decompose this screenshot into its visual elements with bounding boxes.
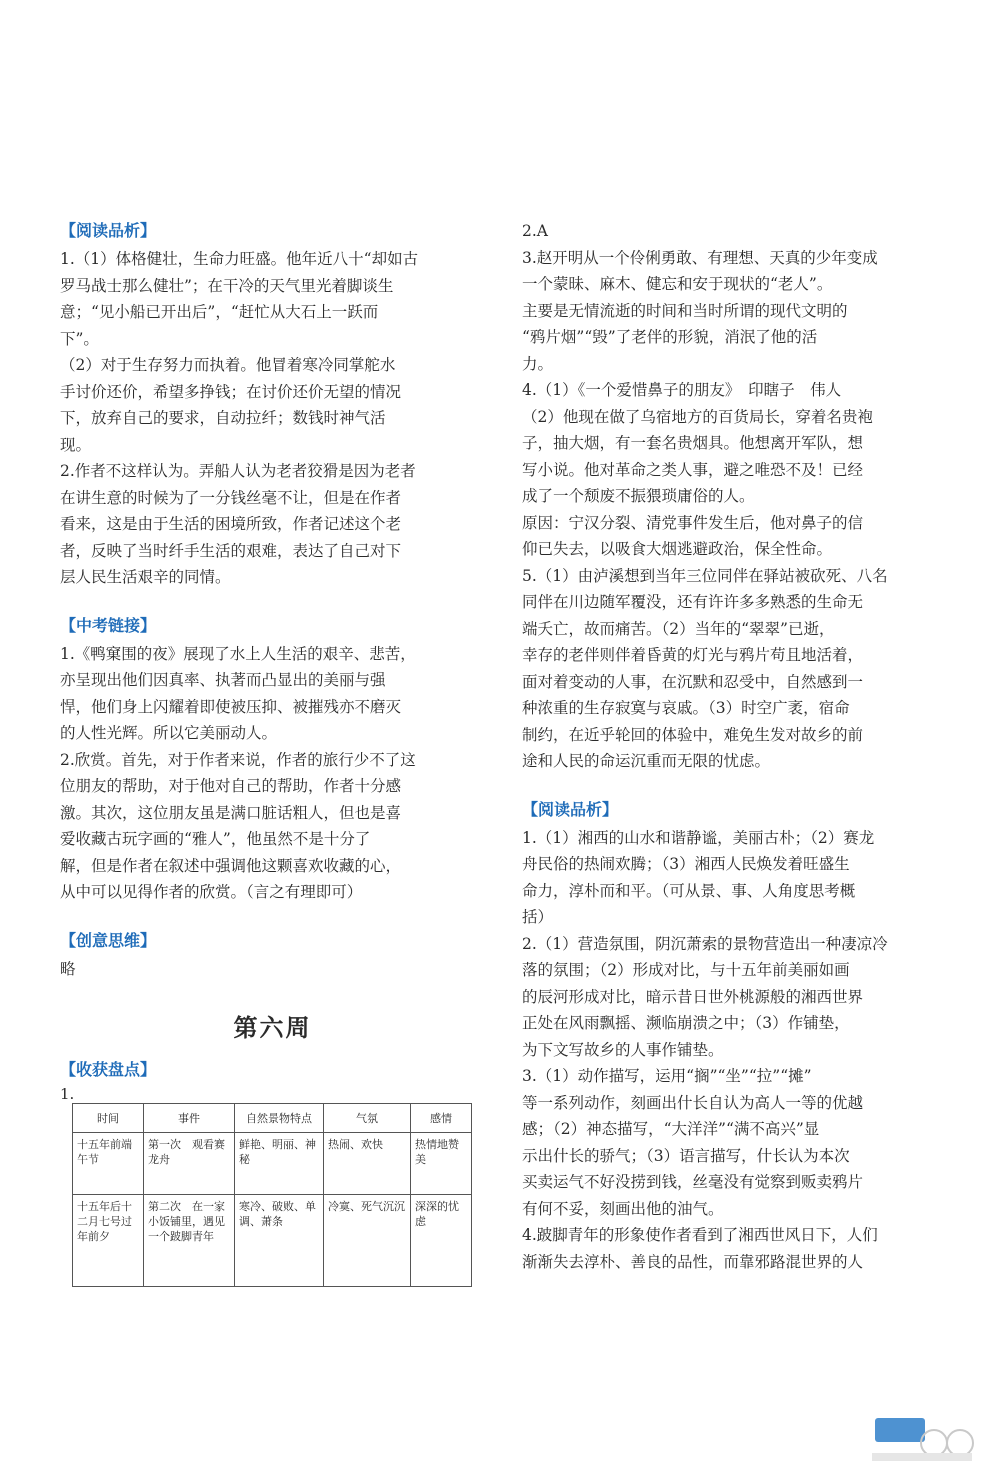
text-line: 3.赵开明从一个伶俐勇敢、有理想、天真的少年变成 (522, 248, 878, 267)
item-number: 1. (60, 1085, 75, 1103)
text-line: （2）他现在做了乌宿地方的百货局长，穿着名贵袍 (522, 407, 873, 426)
text-line: 子，抽大烟，有一套名贵烟具。他想离开军队，想 (522, 434, 864, 452)
text-line: 命力，淳朴而和平。（可从景、事、人角度思考概 (522, 881, 856, 900)
text-line: 括） (522, 908, 554, 926)
text-line: （2）对于生存努力而执着。他冒着寒冷同掌舵水 (60, 356, 396, 374)
text-line: 的人性光辉。所以它美丽动人。 (60, 724, 278, 742)
text-line: 的辰河形成对比，暗示昔日世外桃源般的湘西世界 (522, 987, 864, 1006)
table-cell: 深深的忧虑 (411, 1195, 472, 1287)
text-line: 层人民生活艰辛的同情。 (60, 568, 231, 586)
section-body (60, 641, 485, 906)
text-line: 意；“见小船已开出后”，“赶忙从大石上一跃而 (60, 303, 379, 321)
table-cell: 十五年前端午节 (73, 1133, 144, 1195)
text-line: 下”。 (60, 329, 99, 348)
section-heading: 【阅读品析】 (522, 799, 619, 819)
text-line: 制约，在近乎轮回的体验中，难免生发对故乡的前 (522, 725, 864, 744)
section-body (60, 956, 485, 983)
text-line: 5.（1）由泸溪想到当年三位同伴在驿站被砍死、八名 (522, 566, 888, 585)
text-line: 4.跛脚青年的形象使作者看到了湘西世风日下，人们 (522, 1226, 878, 1244)
text-line: 悍，他们身上闪耀着即使被压抑、被摧残亦不磨灭 (60, 697, 402, 716)
text-line: 2.作者不这样认为。弄船人认为老者狡猾是因为老者 (60, 462, 416, 480)
text-line: 正处在风雨飘摇、濒临崩溃之中；（3）作铺垫， (522, 1014, 850, 1032)
text-line: 舟民俗的热闹欢腾；（3）湘西人民焕发着旺盛生 (522, 855, 850, 873)
left-column (60, 218, 485, 1287)
table-header-row (73, 1104, 472, 1133)
text-line: 种浓重的生存寂寞与哀戚。（3）时空广袤，宿命 (522, 699, 850, 717)
text-line: 渐渐失去淳朴、善良的品性，而靠邪路混世界的人 (522, 1252, 864, 1271)
text-line: 有何不妥，刻画出他的油气。 (522, 1199, 724, 1218)
table-cell: 热闹、欢快 (324, 1133, 411, 1195)
section-body (60, 246, 485, 591)
text-line: 感；（2）神态描写，“大洋洋”“满不高兴”显 (522, 1120, 820, 1138)
section-heading: 【收获盘点】 (60, 1060, 157, 1079)
text-line: 示出什长的骄气；（3）语言描写，什长认为本次 (522, 1146, 850, 1165)
table-row (73, 1133, 472, 1195)
text-line: 从中可以见得作者的欣赏。（言之有理即可） (60, 883, 363, 901)
text-line: 买卖运气不好没捞到钱，丝毫没有觉察到贩卖鸦片 (522, 1173, 864, 1191)
table-header-cell: 感情 (411, 1104, 472, 1133)
section-body (522, 218, 942, 775)
table-header-cell: 事件 (144, 1104, 235, 1133)
text-line: 罗马战士那么健壮”；在干冷的天气里光着脚谈生 (60, 276, 394, 295)
text-line: 力。 (522, 354, 554, 373)
text-line: 手讨价还价，希望多挣钱；在讨价还价无望的情况 (60, 382, 402, 401)
text-line: 看来，这是由于生活的困境所致，作者记述这个老 (60, 515, 402, 533)
text-line: 3.（1）动作描写，运用“搁”“坐”“拉”“摊” (522, 1067, 812, 1085)
section-heading: 【创意思维】 (60, 930, 157, 950)
section-heading: 【中考链接】 (60, 615, 157, 635)
text-line: 略 (60, 959, 76, 978)
table-row (73, 1195, 472, 1287)
table-cell: 热情地赞美 (411, 1133, 472, 1195)
text-line: 等一系列动作，刻画出什长自认为高人一等的优越 (522, 1093, 864, 1112)
table-header-cell: 自然景物特点 (235, 1104, 324, 1133)
text-line: 主要是无情流逝的时间和当时所谓的现代文明的 (522, 301, 848, 320)
text-line: 为下文写故乡的人事作铺垫。 (522, 1040, 724, 1059)
text-line: 位朋友的帮助，对于他对自己的帮助，作者十分感 (60, 777, 402, 795)
text-line: “鸦片烟”“毁”了老伴的形貌，消泯了他的活 (522, 328, 818, 346)
right-column (522, 218, 942, 1275)
text-line: 下，放弃自己的要求，自动拉纤；数钱时神气活 (60, 409, 386, 427)
text-line: 落的氛围；（2）形成对比，与十五年前美丽如画 (522, 961, 850, 979)
table-cell: 鲜艳、明丽、神秘 (235, 1133, 324, 1195)
text-line: 激。其次，这位朋友虽是满口脏话粗人，但也是喜 (60, 803, 402, 822)
text-line: 幸存的老伴则伴着昏黄的灯光与鸦片苟且地活着， (522, 646, 864, 664)
text-line: 现。 (60, 435, 92, 454)
text-line: 同伴在川边随军覆没，还有许许多多熟悉的生命无 (522, 593, 864, 611)
text-line: 在讲生意的时候为了一分钱丝毫不让，但是在作者 (60, 488, 402, 507)
text-line: 一个蒙昧、麻木、健忘和安于现状的“老人”。 (522, 275, 833, 293)
section-heading: 【阅读品析】 (60, 221, 157, 240)
text-line: 2.（1）营造氛围，阴沉萧索的景物营造出一种凄凉冷 (522, 934, 888, 953)
text-line: 2.欣赏。首先，对于作者来说，作者的旅行少不了这 (60, 750, 416, 769)
text-line: 1.（1）湘西的山水和谐静谧，美丽古朴；（2）赛龙 (522, 828, 875, 847)
text-line: 4.（1）《一个爱惜鼻子的朋友》 印瞎子 伟人 (522, 381, 842, 399)
text-line: 1.《鸭窠围的夜》展现了水上人生活的艰辛、悲苦， (60, 644, 416, 663)
text-line: 仰已失去，以吸食大烟逃避政治，保全性命。 (522, 540, 833, 558)
text-line: 2.A (522, 222, 548, 240)
table-cell: 寒冷、破败、单调、萧条 (235, 1195, 324, 1287)
harvest-table (72, 1103, 472, 1287)
text-line: 成了一个颓废不振猥琐庸俗的人。 (522, 487, 755, 505)
week-title: 第六周 (233, 1013, 312, 1042)
text-line: 者，反映了当时纤手生活的艰难，表达了自己对下 (60, 541, 402, 560)
table-cell: 第二次 在一家小饭铺里，遇见一个跛脚青年 (144, 1195, 235, 1287)
text-line: 解，但是作者在叙述中强调他这颗喜欢收藏的心， (60, 856, 402, 875)
text-line: 亦呈现出他们因真率、执著而凸显出的美丽与强 (60, 671, 386, 689)
table-header-cell: 气氛 (324, 1104, 411, 1133)
section-body (522, 825, 942, 1276)
text-line: 原因：宁汉分裂、清党事件发生后，他对鼻子的信 (522, 513, 864, 532)
watermark-logo-icon (866, 1427, 978, 1463)
text-line: 面对着变动的人事，在沉默和忍受中，自然感到一 (522, 672, 864, 691)
text-line: 爱收藏古玩字画的“雅人”，他虽然不是十分了 (60, 830, 371, 848)
table-cell: 第一次 观看赛龙舟 (144, 1133, 235, 1195)
text-line: 端夭亡，故而痛苦。（2）当年的“翠翠”已逝， (522, 619, 835, 638)
table-header-cell: 时间 (73, 1104, 144, 1133)
table-cell: 十五年后十二月七号过年前夕 (73, 1195, 144, 1287)
table-cell: 冷寞、死气沉沉 (324, 1195, 411, 1287)
text-line: 1.（1）体格健壮，生命力旺盛。他年近八十“却如古 (60, 250, 419, 268)
text-line: 写小说。他对革命之类人事，避之唯恐不及！已经 (522, 460, 864, 479)
text-line: 途和人民的命运沉重而无限的忧虑。 (522, 752, 771, 770)
